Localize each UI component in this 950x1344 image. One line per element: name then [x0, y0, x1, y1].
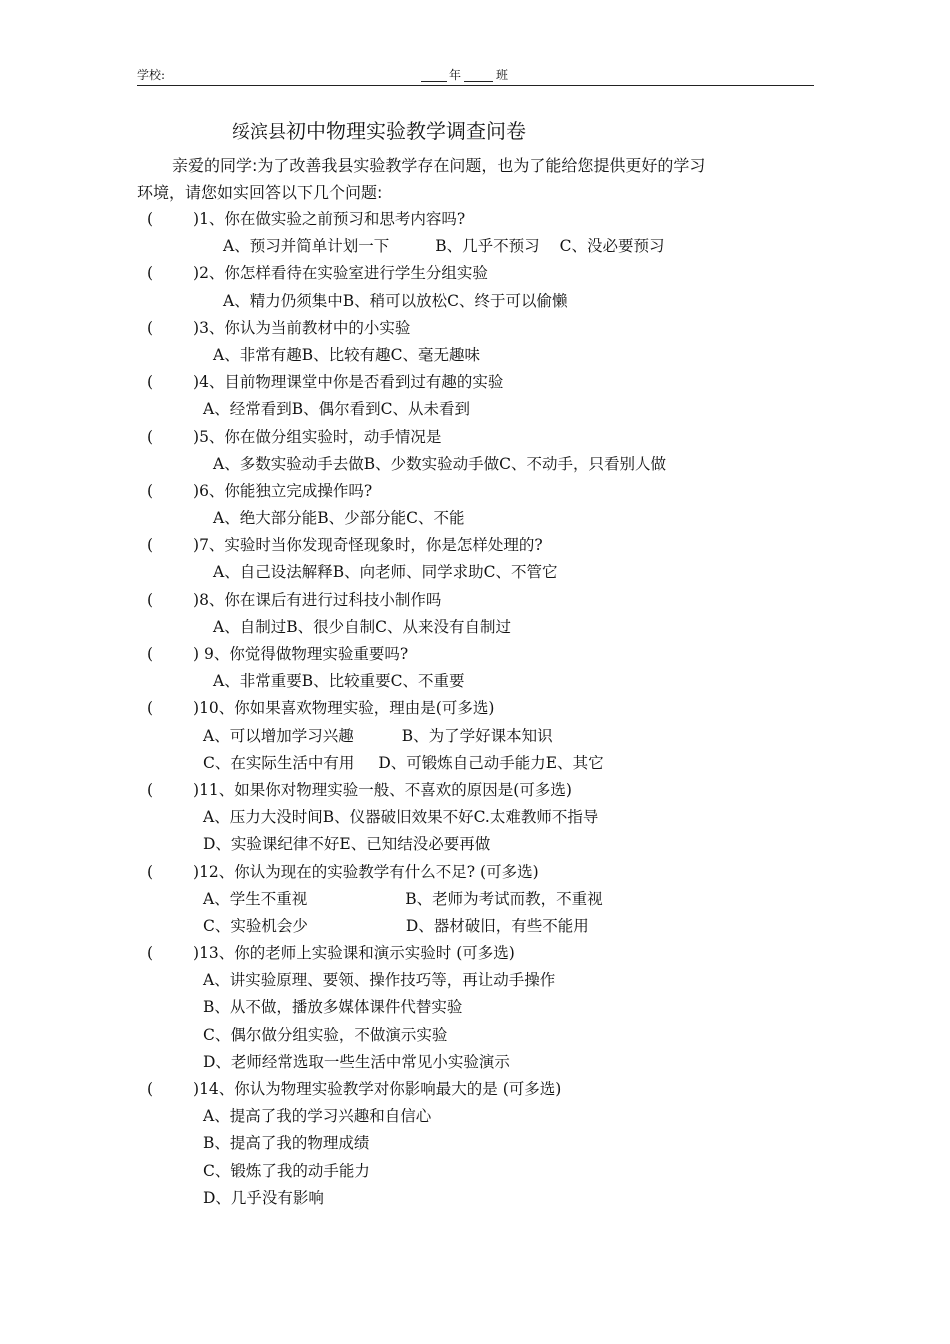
- title-main: 初中物理实验教学调查问卷: [286, 119, 526, 143]
- answer-blank[interactable]: (: [147, 318, 154, 337]
- option-text: B、提高了我的物理成绩: [203, 1134, 370, 1153]
- question-line: [147, 478, 827, 505]
- question-line: [147, 695, 827, 722]
- option-line: [147, 559, 827, 586]
- option-line: [147, 1158, 827, 1185]
- question-text: 8、你在课后有进行过科技小制作吗: [199, 590, 442, 609]
- option-text: A、非常有趣B、比较有趣C、毫无趣味: [213, 345, 480, 364]
- paren-close: ): [193, 481, 200, 500]
- option-text: A、提高了我的学习兴趣和自信心: [203, 1107, 432, 1126]
- paren-close: ): [193, 373, 200, 392]
- option-text: D、器材破旧，有些不能用: [405, 916, 589, 935]
- option-text: A、自制过B、很少自制C、从来没有自制过: [213, 617, 511, 636]
- question-line: [147, 532, 827, 559]
- option-text: C、没必要预习: [559, 237, 665, 256]
- class-blank[interactable]: [464, 81, 493, 82]
- option-line: [147, 451, 827, 478]
- option-line: [147, 723, 827, 750]
- question-text: 14、你认为物理实验教学对你影响最大的是 (可多选): [199, 1080, 562, 1098]
- option-line: [147, 967, 827, 994]
- question-line: [147, 369, 827, 396]
- option-text: A、预习并简单计划一下: [223, 237, 390, 256]
- option-text: C、在实际生活中有用: [203, 753, 355, 772]
- option-text: A、讲实验原理、要领、操作技巧等，再让动手操作: [203, 971, 556, 990]
- paren-close: ): [193, 590, 200, 609]
- question-line: [147, 777, 827, 804]
- option-text: D、老师经常选取一些生活中常见小实验演示: [203, 1052, 510, 1071]
- question-line: [147, 1076, 827, 1103]
- title-county: 绥滨县: [232, 122, 286, 143]
- answer-blank[interactable]: (: [147, 210, 154, 228]
- page-header: [137, 68, 814, 86]
- paren-close: ): [193, 427, 200, 446]
- option-text: A、精力仍须集中B、稍可以放松C、终于可以偷懒: [223, 291, 568, 310]
- question-text: 10、你如果喜欢物理实验，理由是(可多选): [199, 699, 495, 718]
- option-line: [147, 750, 827, 777]
- option-text: A、自己设法解释B、向老师、同学求助C、不管它: [213, 563, 558, 582]
- option-text: D、实验课纪律不好E、已知结没必要再做: [203, 835, 491, 854]
- option-line: [147, 913, 827, 940]
- answer-blank[interactable]: (: [147, 944, 154, 963]
- question-text: 4、目前物理课堂中你是否看到过有趣的实验: [199, 373, 504, 392]
- year-blank[interactable]: [421, 81, 447, 82]
- intro-line-1: 亲爱的同学:为了改善我县实验教学存在问题，也为了能给您提供更好的学习: [172, 156, 706, 175]
- question-text: 6、你能独立完成操作吗?: [199, 481, 373, 500]
- option-line: [147, 342, 827, 369]
- paren-close: ): [193, 318, 200, 337]
- paren-close: ): [193, 264, 200, 283]
- answer-blank[interactable]: (: [147, 645, 154, 663]
- option-line: [147, 1049, 827, 1076]
- option-text: B、为了学好课本知识: [401, 726, 553, 745]
- option-text: A、经常看到B、偶尔看到C、从未看到: [203, 400, 470, 419]
- question-text: 5、你在做分组实验时，动手情况是: [199, 427, 442, 446]
- option-text: C、锻炼了我的动手能力: [203, 1161, 370, 1180]
- option-line: [147, 288, 827, 315]
- question-text: 11、如果你对物理实验一般、不喜欢的原因是(可多选): [199, 780, 572, 799]
- year-label: 年: [449, 68, 462, 82]
- question-line: [147, 206, 827, 233]
- option-line: [147, 1103, 827, 1130]
- option-line: [147, 804, 827, 831]
- question-line: [147, 260, 827, 287]
- option-text: A、多数实验动手去做B、少数实验动手做C、不动手，只看别人做: [213, 454, 666, 473]
- option-text: A、绝大部分能B、少部分能C、不能: [213, 509, 465, 528]
- option-line: [147, 614, 827, 641]
- question-text: 1、你在做实验之前预习和思考内容吗?: [199, 210, 466, 228]
- paren-close: ): [193, 536, 200, 555]
- paren-close: ): [193, 1080, 200, 1098]
- paren-close: ): [193, 944, 200, 963]
- answer-blank[interactable]: (: [147, 373, 154, 392]
- option-line: [147, 505, 827, 532]
- page-title: [232, 118, 526, 146]
- question-text: 2、你怎样看待在实验室进行学生分组实验: [199, 264, 488, 283]
- question-text: 9、你觉得做物理实验重要吗?: [199, 645, 409, 663]
- question-text: 3、你认为当前教材中的小实验: [199, 318, 411, 337]
- option-line: [147, 668, 827, 695]
- option-text: A、学生不重视: [203, 889, 308, 908]
- option-line: [147, 233, 827, 260]
- answer-blank[interactable]: (: [147, 699, 154, 718]
- option-text: B、几乎不预习: [435, 237, 540, 256]
- class-label: 班: [496, 68, 509, 82]
- question-line: [147, 859, 827, 886]
- question-text: 13、你的老师上实验课和演示实验时 (可多选): [199, 944, 515, 963]
- question-text: 12、你认为现在的实验教学有什么不足? (可多选): [199, 862, 539, 881]
- answer-blank[interactable]: (: [147, 862, 154, 881]
- answer-blank[interactable]: (: [147, 590, 154, 609]
- question-line: [147, 315, 827, 342]
- paren-close: ): [193, 210, 200, 228]
- option-text: D、可锻炼自己动手能力E、其它: [378, 753, 604, 772]
- school-label: 学校:: [137, 68, 166, 82]
- question-line: [147, 641, 827, 668]
- paren-close: ): [193, 699, 200, 718]
- paren-close: ): [193, 645, 200, 663]
- intro-paragraph: [137, 152, 817, 206]
- answer-blank[interactable]: (: [147, 264, 154, 283]
- paren-close: ): [193, 780, 200, 799]
- answer-blank[interactable]: (: [147, 481, 154, 500]
- option-text: C、实验机会少: [203, 916, 308, 935]
- question-line: [147, 587, 827, 614]
- option-text: B、从不做，播放多媒体课件代替实验: [203, 998, 463, 1017]
- question-list: [147, 206, 827, 1212]
- paren-close: ): [193, 862, 200, 881]
- option-line: [147, 396, 827, 423]
- answer-blank[interactable]: (: [147, 1080, 154, 1098]
- question-text: 7、实验时当你发现奇怪现象时，你是怎样处理的?: [199, 536, 543, 555]
- question-line: [147, 940, 827, 967]
- option-line: [147, 1022, 827, 1049]
- option-text: A、非常重要B、比较重要C、不重要: [213, 672, 465, 691]
- option-text: C、偶尔做分组实验，不做演示实验: [203, 1025, 448, 1044]
- option-text: B、老师为考试而教，不重视: [405, 889, 603, 908]
- answer-blank[interactable]: (: [147, 780, 154, 799]
- option-line: [147, 1185, 827, 1212]
- answer-blank[interactable]: (: [147, 427, 154, 446]
- intro-line-2: 环境，请您如实回答以下几个问题:: [137, 183, 383, 202]
- option-line: [147, 831, 827, 858]
- option-text: A、压力大没时间B、仪器破旧效果不好C.太难教师不指导: [203, 808, 599, 827]
- option-line: [147, 886, 827, 913]
- option-line: [147, 994, 827, 1021]
- option-text: D、几乎没有影响: [203, 1188, 324, 1207]
- option-line: [147, 1130, 827, 1157]
- question-line: [147, 424, 827, 451]
- option-text: A、可以增加学习兴趣: [203, 726, 354, 745]
- answer-blank[interactable]: (: [147, 536, 154, 555]
